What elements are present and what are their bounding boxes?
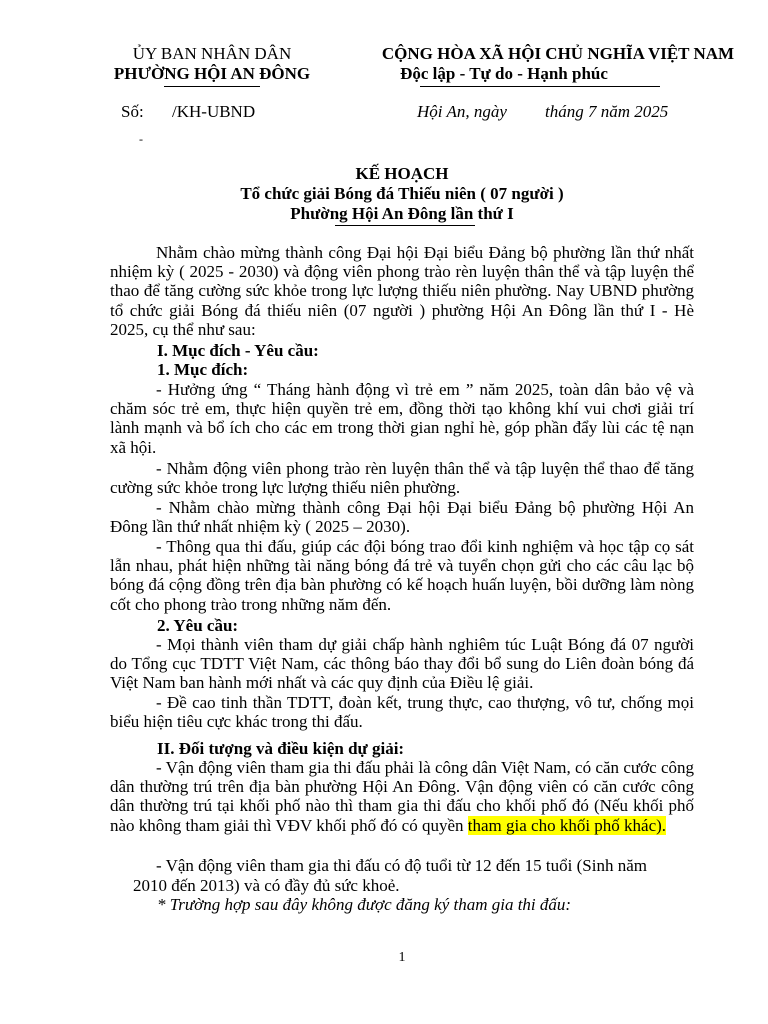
header-dash: - [139, 132, 143, 146]
place-date: Hội An, ngày [417, 102, 507, 121]
issuer-name: ỦY BAN NHÂN DÂN [132, 44, 292, 63]
requirement-paragraph-1: - Mọi thành viên tham dự giải chấp hành nghiêm túc Luật Bóng đá 07 người do Tổng cục TDTT Việt Nam, các thông báo thay đổi bổ sung do Liên đoàn bóng đá Việt Nam ban hành mới nhất và các quy định của Điều lệ giải. [110, 635, 694, 693]
document-subtitle-2: Phường Hội An Đông lần thứ I [290, 204, 514, 223]
issuer-underline [164, 86, 260, 87]
doc-number-suffix: /KH-UBND [172, 102, 256, 121]
section-2-heading: II. Đối tượng và điều kiện dự giải: [157, 739, 405, 758]
eligibility-paragraph-2-line2: 2010 đến 2013) và có đầy đủ sức khoẻ. [133, 876, 400, 895]
purpose-paragraph-4: - Thông qua thi đấu, giúp các đội bóng trao đổi kinh nghiệm và học tập cọ sát lẫn nhau, phát hiện những tài năng bóng đá trẻ và tuyển chọn gửi cho các câu lạc bộ bóng đá cộng đồng trên địa bàn phường có kế hoạch huấn luyện, bồi dưỡng làm nòng cốt cho phong trào trong những năm đến. [110, 537, 694, 614]
page-number: 1 [398, 950, 406, 965]
section-1-1-heading: 1. Mục đích: [157, 360, 249, 379]
requirement-paragraph-2: - Đề cao tinh thần TDTT, đoàn kết, trung thực, cao thượng, vô tư, chống mọi biểu hiện tiêu cực khác trong thi đấu. [110, 693, 694, 732]
doc-number-label: Số: [121, 102, 144, 121]
issuer-ward: PHƯỜNG HỘI AN ĐÔNG [113, 64, 311, 83]
intro-paragraph: Nhằm chào mừng thành công Đại hội Đại biểu Đảng bộ phường lần thứ nhất nhiệm kỳ ( 2025 - 2030) và động viên phong trào rèn luyện thân thể và tập luyện thể thao để tăng cường sức khỏe trong lực lượng thiếu niên phường. Nay UBND phường tổ chức giải Bóng đá thiếu niên (07 người ) phường Hội An Đông lần thứ I - Hè 2025, cụ thể như sau: [110, 243, 694, 339]
national-title: CỘNG HÒA XÃ HỘI CHỦ NGHĨA VIỆT NAM [381, 44, 735, 63]
section-1-heading: I. Mục đích - Yêu cầu: [157, 341, 319, 360]
exclusion-heading: * Trường hợp sau đây không được đăng ký tham gia thi đấu: [157, 895, 572, 914]
national-motto: Độc lập - Tự do - Hạnh phúc [400, 64, 608, 83]
eligibility-paragraph-1: - Vận động viên tham gia thi đấu phải là công dân Việt Nam, có căn cước công dân thường trú trên địa bàn phường Hội An Đông. Vận động viên có căn cước công dân thường trú tại khối phố nào thì tham gia thi đấu cho khối phố đó (Nếu khối phố nào không tham giải thì VĐV khối phố đó có quyền tham gia cho khối phố khác). [110, 758, 694, 835]
purpose-paragraph-2: - Nhằm động viên phong trào rèn luyện thân thể và tập luyện thể thao để tăng cường sức khỏe trong lực lượng thiếu niên phường. [110, 459, 694, 498]
highlighted-text: tham gia cho khối phố khác). [467, 815, 667, 835]
eligibility-paragraph-2-line1: - Vận động viên tham gia thi đấu có độ tuổi từ 12 đến 15 tuổi (Sinh năm [156, 856, 647, 875]
purpose-paragraph-1: - Hưởng ứng “ Tháng hành động vì trẻ em ” năm 2025, toàn dân bảo vệ và chăm sóc trẻ em, thực hiện quyền trẻ em, đồng thời tạo không khí vui chơi giải trí lành mạnh và bổ ích cho các em trong thời gian nghỉ hè, góp phần đẩy lùi các tệ nạn xã hội. [110, 380, 694, 457]
date-month-year: tháng 7 năm 2025 [545, 102, 669, 121]
section-1-2-heading: 2. Yêu cầu: [157, 616, 239, 635]
motto-underline [420, 86, 660, 87]
document-subtitle: Tổ chức giải Bóng đá Thiếu niên ( 07 người ) [240, 184, 564, 203]
title-underline [335, 225, 475, 226]
purpose-paragraph-3: - Nhằm chào mừng thành công Đại hội Đại biểu Đảng bộ phường Hội An Đông lần thứ nhất nhiệm kỳ ( 2025 – 2030). [110, 498, 694, 537]
document-title: KẾ HOẠCH [355, 164, 449, 183]
